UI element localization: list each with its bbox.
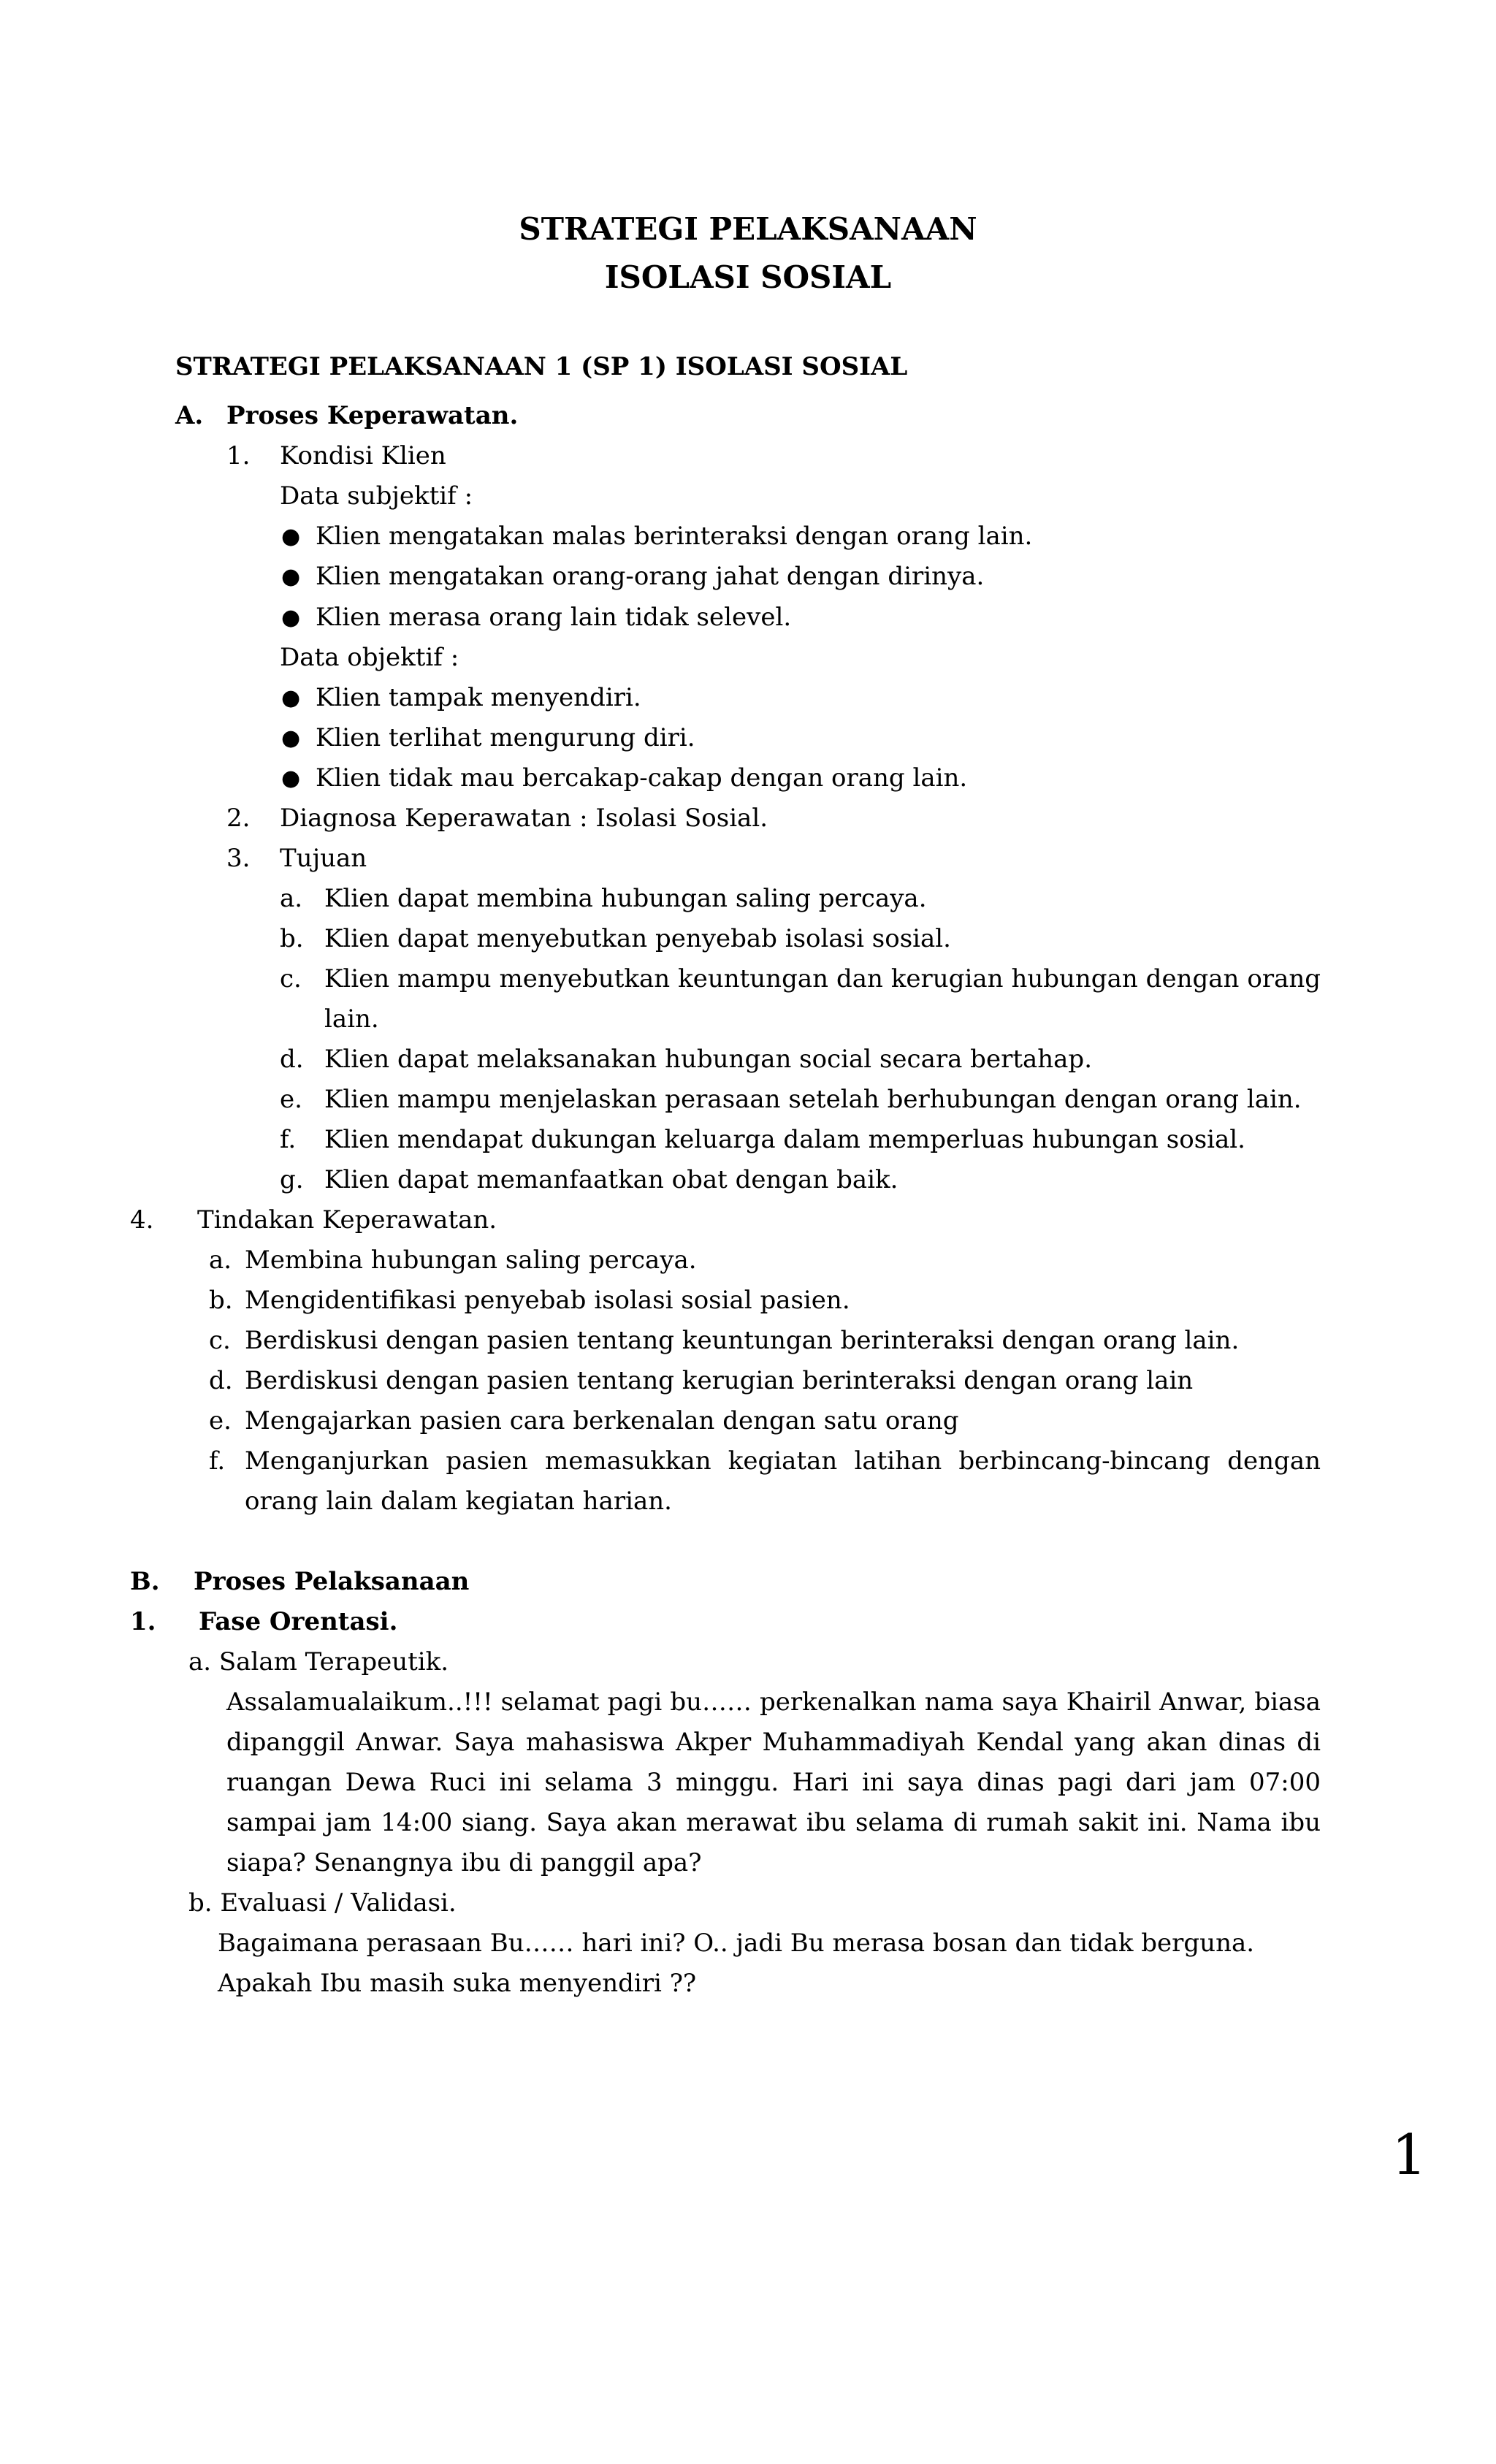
section-a-title: Proses Keperawatan.	[226, 401, 519, 430]
goal-marker: a.	[280, 884, 303, 913]
action-marker: d.	[209, 1366, 233, 1395]
action-text-continued: orang lain dalam kegiatan harian.	[245, 1487, 672, 1516]
subjective-item: Klien mengatakan malas berinteraksi dengan orang lain.	[316, 522, 1033, 551]
goal-marker: c.	[280, 964, 302, 993]
action-text: Membina hubungan saling percaya.	[245, 1246, 697, 1275]
goal-text: Klien mampu menyebutkan keuntungan dan kerugian hubungan dengan orang	[324, 964, 1321, 993]
action-text: Berdiskusi dengan pasien tentang kerugian berinteraksi dengan orang lain	[245, 1366, 1194, 1395]
action-text: Mengajarkan pasien cara berkenalan dengan satu orang	[245, 1406, 959, 1435]
sp1-heading: STRATEGI PELAKSANAAN 1 (SP 1) ISOLASI SOSIAL	[175, 352, 908, 381]
bullet-icon: ●	[281, 766, 301, 791]
bullet-icon: ●	[281, 685, 301, 711]
objective-item: Klien terlihat mengurung diri.	[316, 723, 695, 752]
page-title-line2: ISOLASI SOSIAL	[604, 259, 892, 295]
bullet-icon: ●	[281, 524, 301, 549]
bullet-icon: ●	[281, 725, 301, 751]
goal-text: Klien mendapat dukungan keluarga dalam memperluas hubungan sosial.	[324, 1125, 1245, 1154]
goal-marker: e.	[280, 1085, 302, 1114]
objective-label: Data objektif :	[280, 643, 459, 672]
action-text: Mengidentifikasi penyebab isolasi sosial pasien.	[245, 1286, 850, 1315]
page-title-line1: STRATEGI PELAKSANAAN	[519, 211, 977, 247]
section-b-marker: B.	[130, 1567, 160, 1596]
item3-number: 3.	[226, 844, 251, 873]
evaluation-label: b. Evaluasi / Validasi.	[188, 1888, 457, 1918]
item4-title: Tindakan Keperawatan.	[197, 1205, 497, 1235]
item2-number: 2.	[226, 804, 251, 833]
action-marker: f.	[209, 1446, 226, 1476]
goal-text: Klien dapat memanfaatkan obat dengan baik.	[324, 1165, 898, 1194]
goal-text-continued: lain.	[324, 1004, 379, 1034]
evaluation-line: Apakah Ibu masih suka menyendiri ??	[218, 1969, 697, 1998]
action-marker: c.	[209, 1326, 231, 1355]
greeting-line: ruangan Dewa Ruci ini selama 3 minggu. Hari ini saya dinas pagi dari jam 07:00	[226, 1768, 1321, 1797]
objective-item: Klien tidak mau bercakap-cakap dengan orang lain.	[316, 763, 968, 793]
objective-item: Klien tampak menyendiri.	[316, 683, 641, 712]
action-marker: e.	[209, 1406, 232, 1435]
subjective-item: Klien merasa orang lain tidak selevel.	[316, 603, 792, 632]
greeting-line: sampai jam 14:00 siang. Saya akan merawat ibu selama di rumah sakit ini. Nama ibu	[226, 1808, 1321, 1837]
subjective-item: Klien mengatakan orang-orang jahat dengan dirinya.	[316, 562, 985, 591]
goal-text: Klien dapat menyebutkan penyebab isolasi sosial.	[324, 924, 951, 953]
item3-title: Tujuan	[280, 844, 367, 873]
greeting-line: dipanggil Anwar. Saya mahasiswa Akper Muhammadiyah Kendal yang akan dinas di	[226, 1728, 1321, 1757]
section-b-title: Proses Pelaksanaan	[194, 1567, 470, 1596]
section-a-marker: A.	[175, 401, 204, 430]
goal-marker: d.	[280, 1045, 304, 1074]
item4-number: 4.	[130, 1205, 154, 1235]
phase1-number: 1.	[130, 1607, 156, 1636]
action-text: Berdiskusi dengan pasien tentang keuntungan berinteraksi dengan orang lain.	[245, 1326, 1240, 1355]
item1-title: Kondisi Klien	[280, 441, 446, 470]
item2-text: Diagnosa Keperawatan : Isolasi Sosial.	[280, 804, 768, 833]
evaluation-line: Bagaimana perasaan Bu…… hari ini? O.. jadi Bu merasa bosan dan tidak berguna.	[218, 1929, 1255, 1958]
greeting-label: a. Salam Terapeutik.	[188, 1647, 449, 1677]
goal-marker: g.	[280, 1165, 304, 1194]
goal-marker: b.	[280, 924, 304, 953]
greeting-line: Assalamualaikum..!!! selamat pagi bu…… perkenalkan nama saya Khairil Anwar, biasa	[226, 1687, 1321, 1717]
item1-number: 1.	[226, 441, 251, 470]
page-number: 1	[1392, 2122, 1427, 2187]
bullet-icon: ●	[281, 605, 301, 630]
action-text: Menganjurkan pasien memasukkan kegiatan latihan berbincang-bincang dengan	[245, 1446, 1321, 1476]
action-marker: a.	[209, 1246, 232, 1275]
goal-text: Klien dapat membina hubungan saling percaya.	[324, 884, 927, 913]
subjective-label: Data subjektif :	[280, 481, 473, 511]
greeting-line: siapa? Senangnya ibu di panggil apa?	[226, 1848, 702, 1877]
bullet-icon: ●	[281, 564, 301, 590]
action-marker: b.	[209, 1286, 233, 1315]
goal-marker: f.	[280, 1125, 297, 1154]
goal-text: Klien dapat melaksanakan hubungan social secara bertahap.	[324, 1045, 1092, 1074]
goal-text: Klien mampu menjelaskan perasaan setelah berhubungan dengan orang lain.	[324, 1085, 1302, 1114]
phase1-title: Fase Orentasi.	[199, 1607, 398, 1636]
